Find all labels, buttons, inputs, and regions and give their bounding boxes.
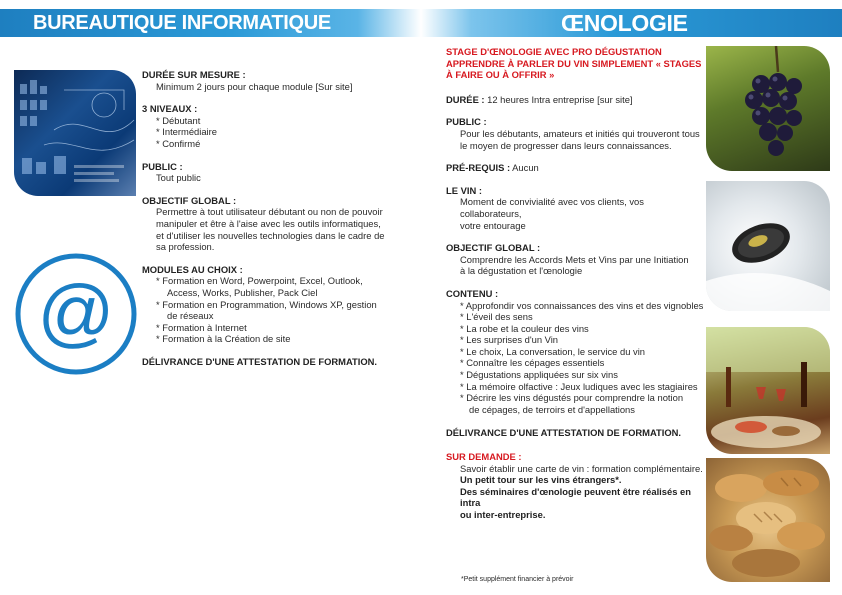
contenu-line: * La robe et la couleur des vins — [460, 322, 589, 334]
intro-line: APPRENDRE À PARLER DU VIN SIMPLEMENT « STAGES — [446, 57, 702, 69]
modules-heading: MODULES AU CHOIX : — [142, 263, 243, 275]
demande-bold-line: Un petit tour sur les vins étrangers*. — [460, 474, 622, 486]
contenu-line: * Le choix, La conversation, le service du vin — [460, 345, 645, 357]
left-delivrance: DÉLIVRANCE D'UNE ATTESTATION DE FORMATION. — [142, 355, 378, 367]
module-line: * Formation à la Création de site — [156, 333, 291, 345]
module-line: Access, Works, Publisher, Pack Ciel — [167, 286, 318, 298]
contenu-line: * Les surprises d'un Vin — [460, 334, 559, 346]
grapes-icon — [706, 46, 830, 171]
contenu-line: de cépages, de terroirs et d'appellations — [469, 403, 635, 415]
niveau-item: * Débutant — [156, 114, 201, 126]
technology-image — [14, 70, 136, 196]
objectif-line: Permettre à tout utilisateur débutant ou non de pouvoir — [156, 206, 383, 218]
vin-line: Moment de convivialité avec vos clients, vos collaborateurs, — [460, 196, 644, 219]
module-line: * Formation en Word, Powerpoint, Excel, Outlook, — [156, 275, 363, 287]
left-header-title: BUREAUTIQUE INFORMATIQUE INTERNET — [33, 12, 331, 58]
objectif-line: et d'utiliser les nouvelles technologies dans le cadre de — [156, 229, 385, 241]
contenu-line: * La mémoire olfactive : Jeux ludiques avec les stagiaires — [460, 380, 698, 392]
module-line: de réseaux — [167, 310, 214, 322]
r-objectif-line: à la dégustation et l'œnologie — [460, 265, 583, 277]
wine-table-icon — [706, 327, 830, 454]
wine-table-image — [706, 327, 830, 454]
contenu-line: * Connaître les cépages essentiels — [460, 357, 605, 369]
r-public-heading: PUBLIC : — [446, 116, 487, 128]
right-header-title: ŒNOLOGIE — [561, 10, 688, 36]
footnote: *Petit supplément financier à prévoir — [461, 576, 574, 583]
bread-icon — [706, 458, 830, 582]
demande-line: Savoir établir une carte de vin : formation complémentaire. — [460, 462, 703, 474]
right-delivrance: DÉLIVRANCE D'UNE ATTESTATION DE FORMATION. — [446, 427, 682, 439]
niveau-item: * Confirmé — [156, 137, 201, 149]
niveau-item: * Intermédiaire — [156, 126, 217, 138]
bread-image — [706, 458, 830, 582]
prerequis-heading: PRÉ-REQUIS : — [446, 162, 511, 174]
demande-heading: SUR DEMANDE : — [446, 451, 522, 463]
intro-line: À FAIRE OU À OFFRIR » — [446, 69, 555, 81]
caviar-image — [706, 181, 830, 311]
module-line: * Formation à Internet — [156, 321, 247, 333]
contenu-line: * Décrire les vins dégustés pour comprendre la notion — [460, 392, 684, 404]
at-sign-icon — [14, 252, 138, 376]
public-heading: PUBLIC : — [142, 160, 183, 172]
contenu-heading: CONTENU : — [446, 287, 499, 299]
left-content — [142, 69, 412, 367]
svg-text:@: @ — [37, 270, 115, 355]
grapes-image — [706, 46, 830, 171]
header-band-left — [0, 9, 421, 58]
demande-bold-line: ou inter-entreprise. — [460, 509, 546, 520]
vin-line: votre entourage — [460, 219, 526, 231]
module-line: * Formation en Programmation, Windows XP, gestion — [156, 298, 377, 310]
r-public-line: le moyen de progresser dans leurs connaissances. — [460, 139, 672, 151]
duree-text: Minimum 2 jours pour chaque module [Sur site] — [156, 80, 353, 92]
r-objectif-line: Comprendre les Accords Mets et Vins par une Initiation — [460, 253, 689, 265]
objectif-line: sa profession. — [156, 241, 215, 253]
contenu-line: * L'éveil des sens — [460, 311, 533, 323]
prerequis-text: Aucun — [510, 162, 539, 174]
demande-bold-line: Des séminaires d'œnologie peuvent être réalisés en intra — [460, 485, 691, 509]
r-duree-heading: DURÉE : — [446, 93, 485, 105]
intro-line: STAGE D'ŒNOLOGIE AVEC PRO DÉGUSTATION — [446, 46, 662, 57]
caviar-tin-icon — [706, 181, 830, 311]
header-band-right — [421, 9, 842, 37]
contenu-line: * Approfondir vos connaissances des vins et des vignobles — [460, 299, 704, 311]
objectif-heading: OBJECTIF GLOBAL : — [142, 194, 237, 206]
right-content — [446, 46, 704, 521]
circuit-graphic-icon — [14, 70, 136, 196]
vin-heading: LE VIN : — [446, 184, 482, 196]
contenu-line: * Dégustations appliquées sur six vins — [460, 369, 618, 381]
r-duree-text: 12 heures Intra entreprise [sur site] — [484, 93, 633, 105]
niveaux-heading: 3 NIVEAUX : — [142, 103, 198, 115]
duree-row — [446, 94, 704, 106]
r-objectif-heading: OBJECTIF GLOBAL : — [446, 242, 541, 254]
public-text: Tout public — [156, 172, 201, 184]
objectif-line: manipuler et être à l'aise avec les outils informatiques, — [156, 217, 381, 229]
prerequis-row — [446, 162, 704, 174]
duree-heading: DURÉE SUR MESURE : — [142, 69, 246, 80]
r-public-line: Pour les débutants, amateurs et initiés qui trouveront tous — [460, 127, 700, 139]
